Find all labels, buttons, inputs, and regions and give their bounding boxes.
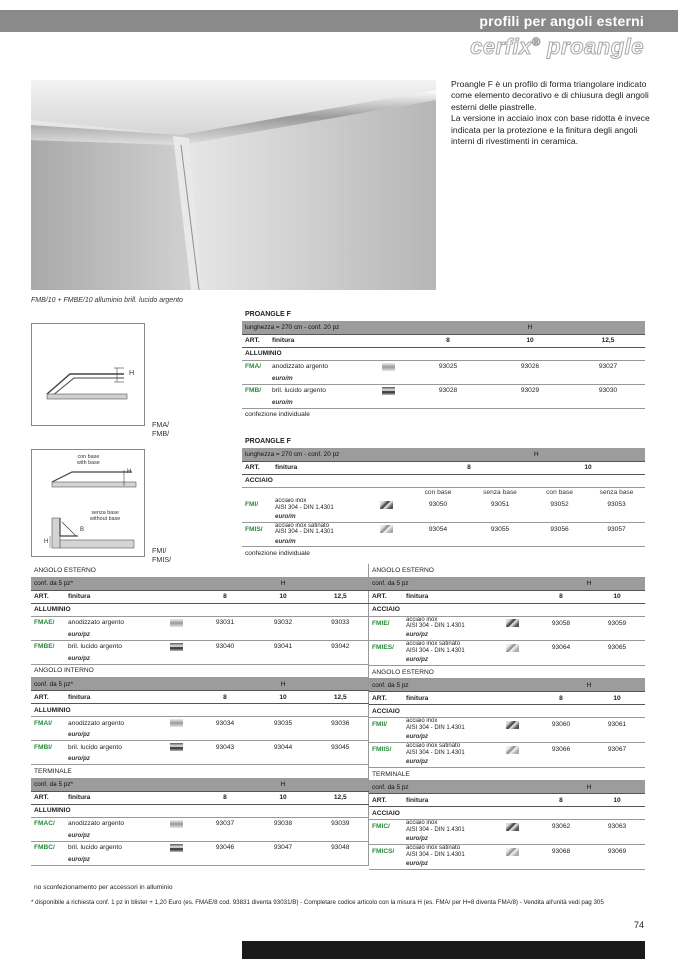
product-code: 93032 <box>273 619 293 627</box>
finish-label <box>403 844 503 858</box>
product-description <box>451 79 651 147</box>
article-code: FMICS/ <box>372 848 395 856</box>
right-accessory-column <box>369 564 645 870</box>
product-code: 93033 <box>331 619 350 627</box>
finish-line-1: acciaio inox <box>406 718 438 725</box>
table-conf: conf. da 5 pz* <box>31 778 197 791</box>
product-code: 93034 <box>215 719 235 727</box>
finish-swatch <box>170 619 183 627</box>
table-title: ANGOLO INTERNO <box>31 665 368 678</box>
product-code: 93067 <box>607 746 627 754</box>
size-col: 10 <box>589 590 645 603</box>
price-unit: euro/pz <box>403 833 503 844</box>
h-header: H <box>533 577 645 590</box>
finish-label <box>403 743 503 757</box>
profile-diagram-fmi <box>31 449 145 557</box>
finish-label <box>403 616 503 630</box>
size-col: 12,5 <box>571 334 645 347</box>
price-unit: euro/pz <box>65 653 167 664</box>
price-unit: euro/pz <box>65 730 167 741</box>
product-code: 93038 <box>273 820 293 828</box>
product-code: 93036 <box>331 719 350 727</box>
size-col: 12,5 <box>313 691 368 704</box>
col-finitura: finitura <box>403 590 503 603</box>
article-code: FMB/ <box>245 387 262 395</box>
page-number: 74 <box>633 920 644 930</box>
finish-swatch <box>506 644 519 652</box>
size-col: 10 <box>489 334 571 347</box>
finish-swatch <box>506 823 519 831</box>
price-unit: euro/pz <box>403 630 503 641</box>
product-code: 93063 <box>607 823 627 831</box>
col-art: ART. <box>31 791 65 804</box>
finish-label <box>403 718 503 732</box>
finish-line-1: acciaio inox satinato <box>406 844 461 851</box>
finish-line-1: acciaio inox satinato <box>275 522 330 529</box>
col-finitura: finitura <box>65 791 167 804</box>
product-code: 93028 <box>438 387 458 395</box>
size-col: 8 <box>197 691 253 704</box>
product-code: 93059 <box>607 619 627 627</box>
product-code: 93030 <box>598 387 618 395</box>
product-code: 93064 <box>551 644 571 652</box>
table-title: ANGOLO ESTERNO <box>31 564 368 577</box>
product-code: 93061 <box>607 721 627 729</box>
finish-swatch <box>170 719 183 727</box>
accessory-table <box>369 666 645 768</box>
price-unit: euro/m <box>269 397 379 408</box>
h-header: H <box>489 321 571 334</box>
col-art: ART. <box>31 691 65 704</box>
size-col: 8 <box>197 590 253 603</box>
accessory-table <box>31 564 369 665</box>
table-conf: conf. da 5 pz <box>369 577 533 590</box>
col-art: ART. <box>369 692 403 705</box>
finish-swatch <box>506 746 519 754</box>
size-col: 10 <box>253 791 313 804</box>
table-conf: lunghezza = 270 cm - conf. 20 pz <box>242 448 407 461</box>
price-unit: euro/pz <box>403 732 503 743</box>
material-label: ALLUMINIO <box>31 704 368 717</box>
table-title: ANGOLO ESTERNO <box>369 666 645 679</box>
price-unit: euro/m <box>269 373 379 384</box>
size-col: 10 <box>531 461 645 474</box>
product-code: 93042 <box>331 643 350 651</box>
product-code: 93026 <box>520 363 540 371</box>
base-subheader: con base <box>546 489 573 497</box>
h-header: H <box>253 778 313 791</box>
finish-label: bril. lucido argento <box>272 387 326 395</box>
diagram-1-codes: FMA/ FMB/ <box>152 420 170 438</box>
finish-line-1: acciaio inox <box>406 616 438 623</box>
article-code: FMIE/ <box>372 619 390 627</box>
profile-diagram-fma <box>31 323 145 426</box>
table-conf: lunghezza = 270 cm - conf. 20 pz <box>242 321 407 334</box>
product-code: 93056 <box>550 525 569 533</box>
product-code: 93041 <box>273 643 293 651</box>
product-code: 93068 <box>551 848 571 856</box>
article-code: FMIS/ <box>245 525 263 533</box>
finish-line-2: AISI 304 - DIN 1.4301 <box>406 851 465 858</box>
finish-swatch-inox <box>380 501 393 509</box>
size-col: 10 <box>253 691 313 704</box>
size-col: 8 <box>533 794 589 807</box>
base-subheader: senza base <box>483 489 517 497</box>
finish-label <box>403 641 503 655</box>
finish-line-2: AISI 304 - DIN 1.4301 <box>275 529 334 536</box>
description-paragraph-1: Proangle F è un profilo di forma triangolare indicato come elemento decorativo e di chiusura degli angoli esterni delle piastrelle. <box>451 79 649 112</box>
diagram-h-label-bottom: H <box>44 539 49 545</box>
finish-swatch <box>506 721 519 729</box>
size-col: 12,5 <box>313 590 368 603</box>
finish-swatch <box>170 820 183 828</box>
base-subheader: senza base <box>599 489 634 497</box>
brand-logo <box>470 34 644 60</box>
article-code: FMII/ <box>372 721 388 729</box>
finish-line-2: AISI 304 - DIN 1.4301 <box>406 749 465 756</box>
article-code: FMBC/ <box>34 844 55 852</box>
table-title: TERMINALE <box>31 765 368 778</box>
product-code: 93048 <box>331 844 350 852</box>
material-label: ACCIAIO <box>242 474 645 487</box>
material-label: ALLUMINIO <box>31 804 368 817</box>
finish-line-1: acciaio inox satinato <box>406 743 461 750</box>
article-code: FMI/ <box>245 501 259 509</box>
table-title: ANGOLO ESTERNO <box>369 564 645 577</box>
finish-swatch <box>170 844 183 852</box>
finish-label <box>272 522 377 536</box>
finish-label: anodizzato argento <box>68 619 125 627</box>
price-unit: euro/pz <box>403 858 503 869</box>
h-header: H <box>533 679 645 692</box>
diagram-2-codes: FMI/ FMIS/ <box>152 546 172 564</box>
material-label: ACCIAIO <box>369 807 645 820</box>
table-conf: conf. da 5 pz* <box>31 577 197 590</box>
table-conf: conf. da 5 pz <box>369 679 533 692</box>
article-code: FMAE/ <box>34 619 55 627</box>
size-col: 12,5 <box>313 791 368 804</box>
article-code: FMAI/ <box>34 719 52 727</box>
article-code: FMAC/ <box>34 820 55 828</box>
photo-caption: FMB/10 + FMBE/10 alluminio brill. lucido argento <box>31 297 183 304</box>
table-title: TERMINALE <box>369 768 645 781</box>
product-code: 93066 <box>551 746 571 754</box>
product-code: 93040 <box>215 643 235 651</box>
finish-label: bril. lucido argento <box>68 643 122 651</box>
product-code: 93055 <box>490 525 510 533</box>
brand-name: cerfix <box>470 34 532 59</box>
diagram-b-label: B <box>80 527 85 533</box>
product-code: 93043 <box>215 743 235 751</box>
size-col: 8 <box>533 692 589 705</box>
diagram-with-base-note: con base with base <box>77 454 100 466</box>
proangle-inox-table <box>242 435 645 560</box>
brand-registered-mark: ® <box>531 36 541 49</box>
price-unit: euro/m <box>272 511 377 522</box>
product-code: 93054 <box>428 525 448 533</box>
col-art: ART. <box>31 590 65 603</box>
article-code: FMBI/ <box>34 743 52 751</box>
material-label: ACCIAIO <box>369 705 645 718</box>
col-art: ART. <box>369 794 403 807</box>
accessory-table <box>31 665 369 766</box>
finish-line-1: acciaio inox satinato <box>406 641 461 648</box>
col-art: ART. <box>242 334 269 347</box>
table-title: PROANGLE F <box>245 311 291 318</box>
product-code: 93027 <box>598 363 618 371</box>
footnote: * disponibile a richiesta conf. 1 pz in blister + 1,20 Euro (es. FMAE/8 cod. 93831 diventa 93031/B) - Completare codice articolo con la misura H (es. FMA/ per H=8 diventa FMA/8) - Vendita all'unità vedi pag 305 <box>31 899 604 906</box>
finish-line-2: AISI 304 - DIN 1.4301 <box>275 504 334 511</box>
col-art: ART. <box>369 590 403 603</box>
article-code: FMA/ <box>245 363 262 371</box>
price-unit: euro/pz <box>65 754 167 765</box>
table-conf: conf. da 5 pz* <box>31 678 197 691</box>
product-code: 93051 <box>490 501 510 509</box>
material-label: ALLUMINIO <box>242 347 645 360</box>
product-code: 93035 <box>273 719 293 727</box>
diagram-h-label: H <box>129 368 135 377</box>
article-code: FMIIS/ <box>372 746 392 754</box>
finish-swatch <box>506 619 519 627</box>
product-code: 93069 <box>607 848 627 856</box>
finish-label: anodizzato argento <box>272 363 329 371</box>
finish-swatch-satin <box>380 525 393 533</box>
h-header: H <box>253 577 313 590</box>
material-label: ACCIAIO <box>369 603 645 616</box>
product-code: 93053 <box>607 501 626 509</box>
h-header: H <box>531 448 645 461</box>
price-unit: euro/pz <box>65 830 167 841</box>
finish-label: anodizzato argento <box>68 719 125 727</box>
article-code: FMBE/ <box>34 643 55 651</box>
finish-label: anodizzato argento <box>68 820 125 828</box>
price-unit: euro/pz <box>403 756 503 767</box>
col-finitura: finitura <box>269 334 379 347</box>
price-unit: euro/pz <box>65 629 167 640</box>
size-col: 10 <box>253 590 313 603</box>
size-col: 8 <box>407 461 531 474</box>
finish-line-1: acciaio inox <box>275 498 307 504</box>
finish-line-2: AISI 304 - DIN 1.4301 <box>406 623 465 630</box>
product-code: 93052 <box>550 501 569 509</box>
packaging-note: confezione individuale <box>245 550 310 558</box>
product-code: 93025 <box>438 363 458 371</box>
material-label: ALLUMINIO <box>31 603 368 616</box>
finish-swatch <box>170 643 183 651</box>
article-code: FMIES/ <box>372 644 394 652</box>
size-col: 10 <box>589 692 645 705</box>
product-code: 93044 <box>273 743 293 751</box>
product-code: 93062 <box>551 823 571 831</box>
base-subheader: con base <box>424 489 452 497</box>
page-title: profili per angoli esterni <box>479 13 644 29</box>
table-conf: conf. da 5 pz <box>369 781 533 794</box>
product-code: 93050 <box>428 501 448 509</box>
finish-label <box>272 498 377 511</box>
description-paragraph-2: La versione in acciaio inox con base ridotta è invece indicata per la protezione e la finitura degli angoli interni di rivestimenti in ceramica. <box>451 113 650 147</box>
diagram-h-label-top: H <box>127 469 132 475</box>
product-code: 93031 <box>215 619 235 627</box>
finish-label <box>403 820 503 834</box>
diagram-without-base-note: senza base without base <box>90 510 121 522</box>
finish-label: bril. lucido argento <box>68 844 122 852</box>
product-code: 93057 <box>607 525 626 533</box>
product-code: 93047 <box>273 844 293 852</box>
packaging-note: confezione individuale <box>245 411 310 419</box>
size-col: 10 <box>589 794 645 807</box>
footer-bar <box>242 941 645 959</box>
h-header: H <box>533 781 645 794</box>
price-unit: euro/pz <box>65 854 167 865</box>
col-art: ART. <box>242 461 272 474</box>
product-code: 93039 <box>331 820 350 828</box>
finish-label: bril. lucido argento <box>68 743 122 751</box>
accessory-table <box>369 768 645 870</box>
finish-line-2: AISI 304 - DIN 1.4301 <box>406 724 465 731</box>
finish-swatch <box>506 848 519 856</box>
accessory-table <box>369 564 645 666</box>
product-photo <box>31 80 436 290</box>
product-code: 93037 <box>215 820 235 828</box>
h-header: H <box>253 678 313 691</box>
col-finitura: finitura <box>403 794 503 807</box>
finish-swatch-bright <box>382 387 395 395</box>
product-code: 93065 <box>607 644 627 652</box>
finish-line-2: AISI 304 - DIN 1.4301 <box>406 647 465 654</box>
accessory-table <box>31 765 369 866</box>
brand-product: proangle <box>547 34 644 59</box>
col-finitura: finitura <box>65 691 167 704</box>
article-code: FMIC/ <box>372 823 390 831</box>
product-code: 93029 <box>520 387 540 395</box>
no-discount-note: no sconfezionamento per accessori in alluminio <box>34 884 173 891</box>
proangle-alu-table <box>242 308 645 421</box>
product-code: 93046 <box>215 844 235 852</box>
price-unit: euro/pz <box>403 654 503 665</box>
size-col: 8 <box>407 334 489 347</box>
table-title: PROANGLE F <box>245 438 291 445</box>
size-col: 8 <box>533 590 589 603</box>
finish-swatch-anodized <box>382 363 395 371</box>
product-code: 93045 <box>331 743 350 751</box>
product-code: 93058 <box>551 619 571 627</box>
col-finitura: finitura <box>272 461 377 474</box>
col-finitura: finitura <box>65 590 167 603</box>
finish-line-2: AISI 304 - DIN 1.4301 <box>406 826 465 833</box>
product-code: 93060 <box>551 721 571 729</box>
finish-swatch <box>170 743 183 751</box>
size-col: 8 <box>197 791 253 804</box>
left-accessory-column <box>31 564 368 866</box>
finish-line-1: acciaio inox <box>406 820 438 827</box>
col-finitura: finitura <box>403 692 503 705</box>
price-unit: euro/m <box>272 536 377 547</box>
